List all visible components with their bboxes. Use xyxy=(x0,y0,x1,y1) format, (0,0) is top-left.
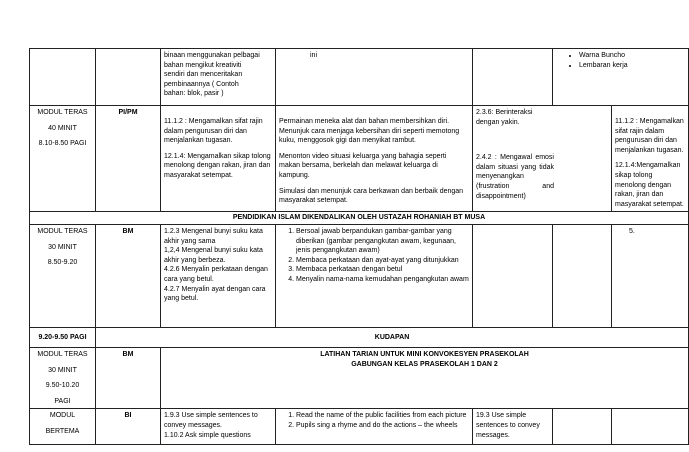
subject-label: PI/PM xyxy=(118,109,138,116)
evaluation-text: 2.4.2 : Mengawal emosi dalam situasi yang tidak menyenangkan (frustration and disappointment) xyxy=(476,154,554,200)
subject-cell xyxy=(96,106,161,212)
subject-label: BM xyxy=(122,350,134,358)
learning-standard-cell xyxy=(161,106,276,212)
event-subtitle: GABUNGAN KELAS PRASEKOLAH 1 DAN 2 xyxy=(351,360,498,368)
break-time-cell xyxy=(30,327,96,347)
break-label: KUDAPAN xyxy=(374,333,410,341)
notes-cell xyxy=(612,224,689,327)
banner-cell xyxy=(30,212,689,225)
learning-standard-text: 11.1.2 : Mengamalkan sifat rajin dalam pengurusan diri dan menjalankan tugasan. xyxy=(164,118,263,145)
event-cell xyxy=(161,347,689,408)
activity-text: Simulasi dan menunjuk cara berkawan dan berbaik dengan masyarakat setempat. xyxy=(279,187,464,205)
activity-list xyxy=(279,411,469,430)
module-cell xyxy=(30,347,96,408)
break-time-label: 9.20-9.50 PAGI xyxy=(38,333,87,341)
cell-empty xyxy=(612,409,689,445)
row-banner xyxy=(30,212,689,225)
cell-empty xyxy=(553,224,612,327)
activity-cell xyxy=(276,409,473,445)
time-label: 8.50-9.20 xyxy=(47,259,78,267)
learning-standard-text: 12.1.4: Mengamalkan sikap tolong menolong dengan rakan, jiran dan masyarakat setempat. xyxy=(164,152,271,179)
resources-list xyxy=(563,51,685,70)
row-continuation xyxy=(30,49,689,106)
row-bi xyxy=(30,409,689,445)
notes-text: 11.1.2 : Mengamalkan sifat rajin dalam pengurusan diri dan menjalankan tugasan. xyxy=(615,118,684,154)
activity-text: ini xyxy=(310,52,318,59)
cell-empty xyxy=(553,409,612,445)
notes-cell xyxy=(612,106,689,212)
learning-standard-cell xyxy=(161,49,276,106)
learning-standard-text: 1.2.3 Mengenal bunyi suku kata akhir yang sama 1,2,4 Mengenal bunyi suku kata akhir yang berbeza. 4.2.6 Menyalin perkataan dengan cara yang betul. 4.2.7 Menyalin ayat dengan cara yang betul. xyxy=(164,227,268,303)
time-label: 9.50-10.20 xyxy=(45,382,80,390)
activity-item: 2. Pupils sing a rhyme and do the actions – the wheels xyxy=(296,421,469,431)
module-cell xyxy=(30,224,96,327)
activity-cell xyxy=(276,106,473,212)
module-cell xyxy=(30,409,96,445)
learning-standard-cell xyxy=(161,224,276,327)
module-label: MODUL TERAS xyxy=(37,350,88,358)
activity-item: 1. Bersoal jawab berpandukan gambar-gambar yang diberikan (gambar pengangkutan awam, kegunaan, jenis pengangkutan awam) xyxy=(296,227,469,256)
subject-label: BI xyxy=(124,412,132,420)
activity-text: Permainan meneka alat dan bahan membersihkan diri. Menunjuk cara menjaga kebersihan diri seperti memotong kuku, menggosok gigi dan menyikat rambut. xyxy=(279,118,460,145)
time-label: 8.10-8.50 PAGI xyxy=(38,140,87,148)
module-label: MODUL TERAS xyxy=(37,227,88,235)
lesson-plan-table xyxy=(29,48,689,445)
duration-label: 30 MINIT xyxy=(48,366,77,374)
row-break xyxy=(30,327,689,347)
banner-text: PENDIDIKAN ISLAM DIKENDALIKAN OLEH USTAZAH ROHANIAH BT MUSA xyxy=(232,214,486,222)
row-dance-practice xyxy=(30,347,689,408)
subject-cell xyxy=(96,347,161,408)
module-label: MODUL xyxy=(49,412,76,420)
cell-empty xyxy=(473,224,553,327)
cell-empty xyxy=(96,49,161,106)
activity-cell xyxy=(276,49,473,106)
cell-empty xyxy=(30,49,96,106)
notes-text: 5. xyxy=(629,227,635,235)
activity-text: Menonton video situasi keluarga yang bahagia seperti makan bersama, berkelah dan melawat keluarga di kampung. xyxy=(279,152,447,179)
module-label: BERTEMA xyxy=(45,427,80,435)
duration-label: 30 MINIT xyxy=(48,243,77,251)
evaluation-text: 19.3 Use simple sentences to convey messages. xyxy=(476,412,540,439)
notes-text: 12.1.4:Mengamalkan sikap tolong menolong dengan rakan, jiran dan masyarakat setempat. xyxy=(615,162,684,208)
row-bm xyxy=(30,224,689,327)
resource-item: • Lembaran kerja xyxy=(579,61,685,71)
resources-cell xyxy=(553,49,689,106)
subject-cell xyxy=(96,224,161,327)
period-label: PAGI xyxy=(54,397,71,405)
activity-item: 1. Read the name of the public facilities from each picture xyxy=(296,411,469,421)
learning-standard-text: 1.9.3 Use simple sentences to convey messages. 1.10.2 Ask simple questions xyxy=(164,412,258,439)
learning-standard-cell xyxy=(161,409,276,445)
subject-cell xyxy=(96,409,161,445)
subject-label: BM xyxy=(122,227,134,235)
activity-item: 3. Membaca perkataan dengan betul xyxy=(296,265,469,275)
activity-item: 4. Menyalin nama-nama kemudahan pengangkutan awam xyxy=(296,275,469,285)
activity-list xyxy=(279,227,469,285)
duration-label: 40 MINIT xyxy=(48,124,77,132)
evaluation-text: 2.3.6: Berinteraksi dengan yakin. xyxy=(476,109,533,126)
resource-item: • Warna Buncho xyxy=(579,51,685,61)
evaluation-cell xyxy=(473,409,553,445)
module-cell xyxy=(30,106,96,212)
evaluation-cell xyxy=(473,106,612,212)
break-cell xyxy=(96,327,689,347)
activity-item: 2. Membaca perkataan dan ayat-ayat yang ditunjukkan xyxy=(296,256,469,266)
cell-empty xyxy=(473,49,553,106)
event-title: LATIHAN TARIAN UNTUK MINI KONVOKESYEN PRASEKOLAH xyxy=(320,350,529,358)
row-pi-pm xyxy=(30,106,689,212)
module-label: MODUL TERAS xyxy=(37,109,88,116)
learning-standard-text: binaan menggunakan pelbagai bahan mengikut kreativiti sendiri dan menceritakan pembinaannya ( Contoh bahan: blok, pasir ) xyxy=(164,52,260,98)
activity-cell xyxy=(276,224,473,327)
